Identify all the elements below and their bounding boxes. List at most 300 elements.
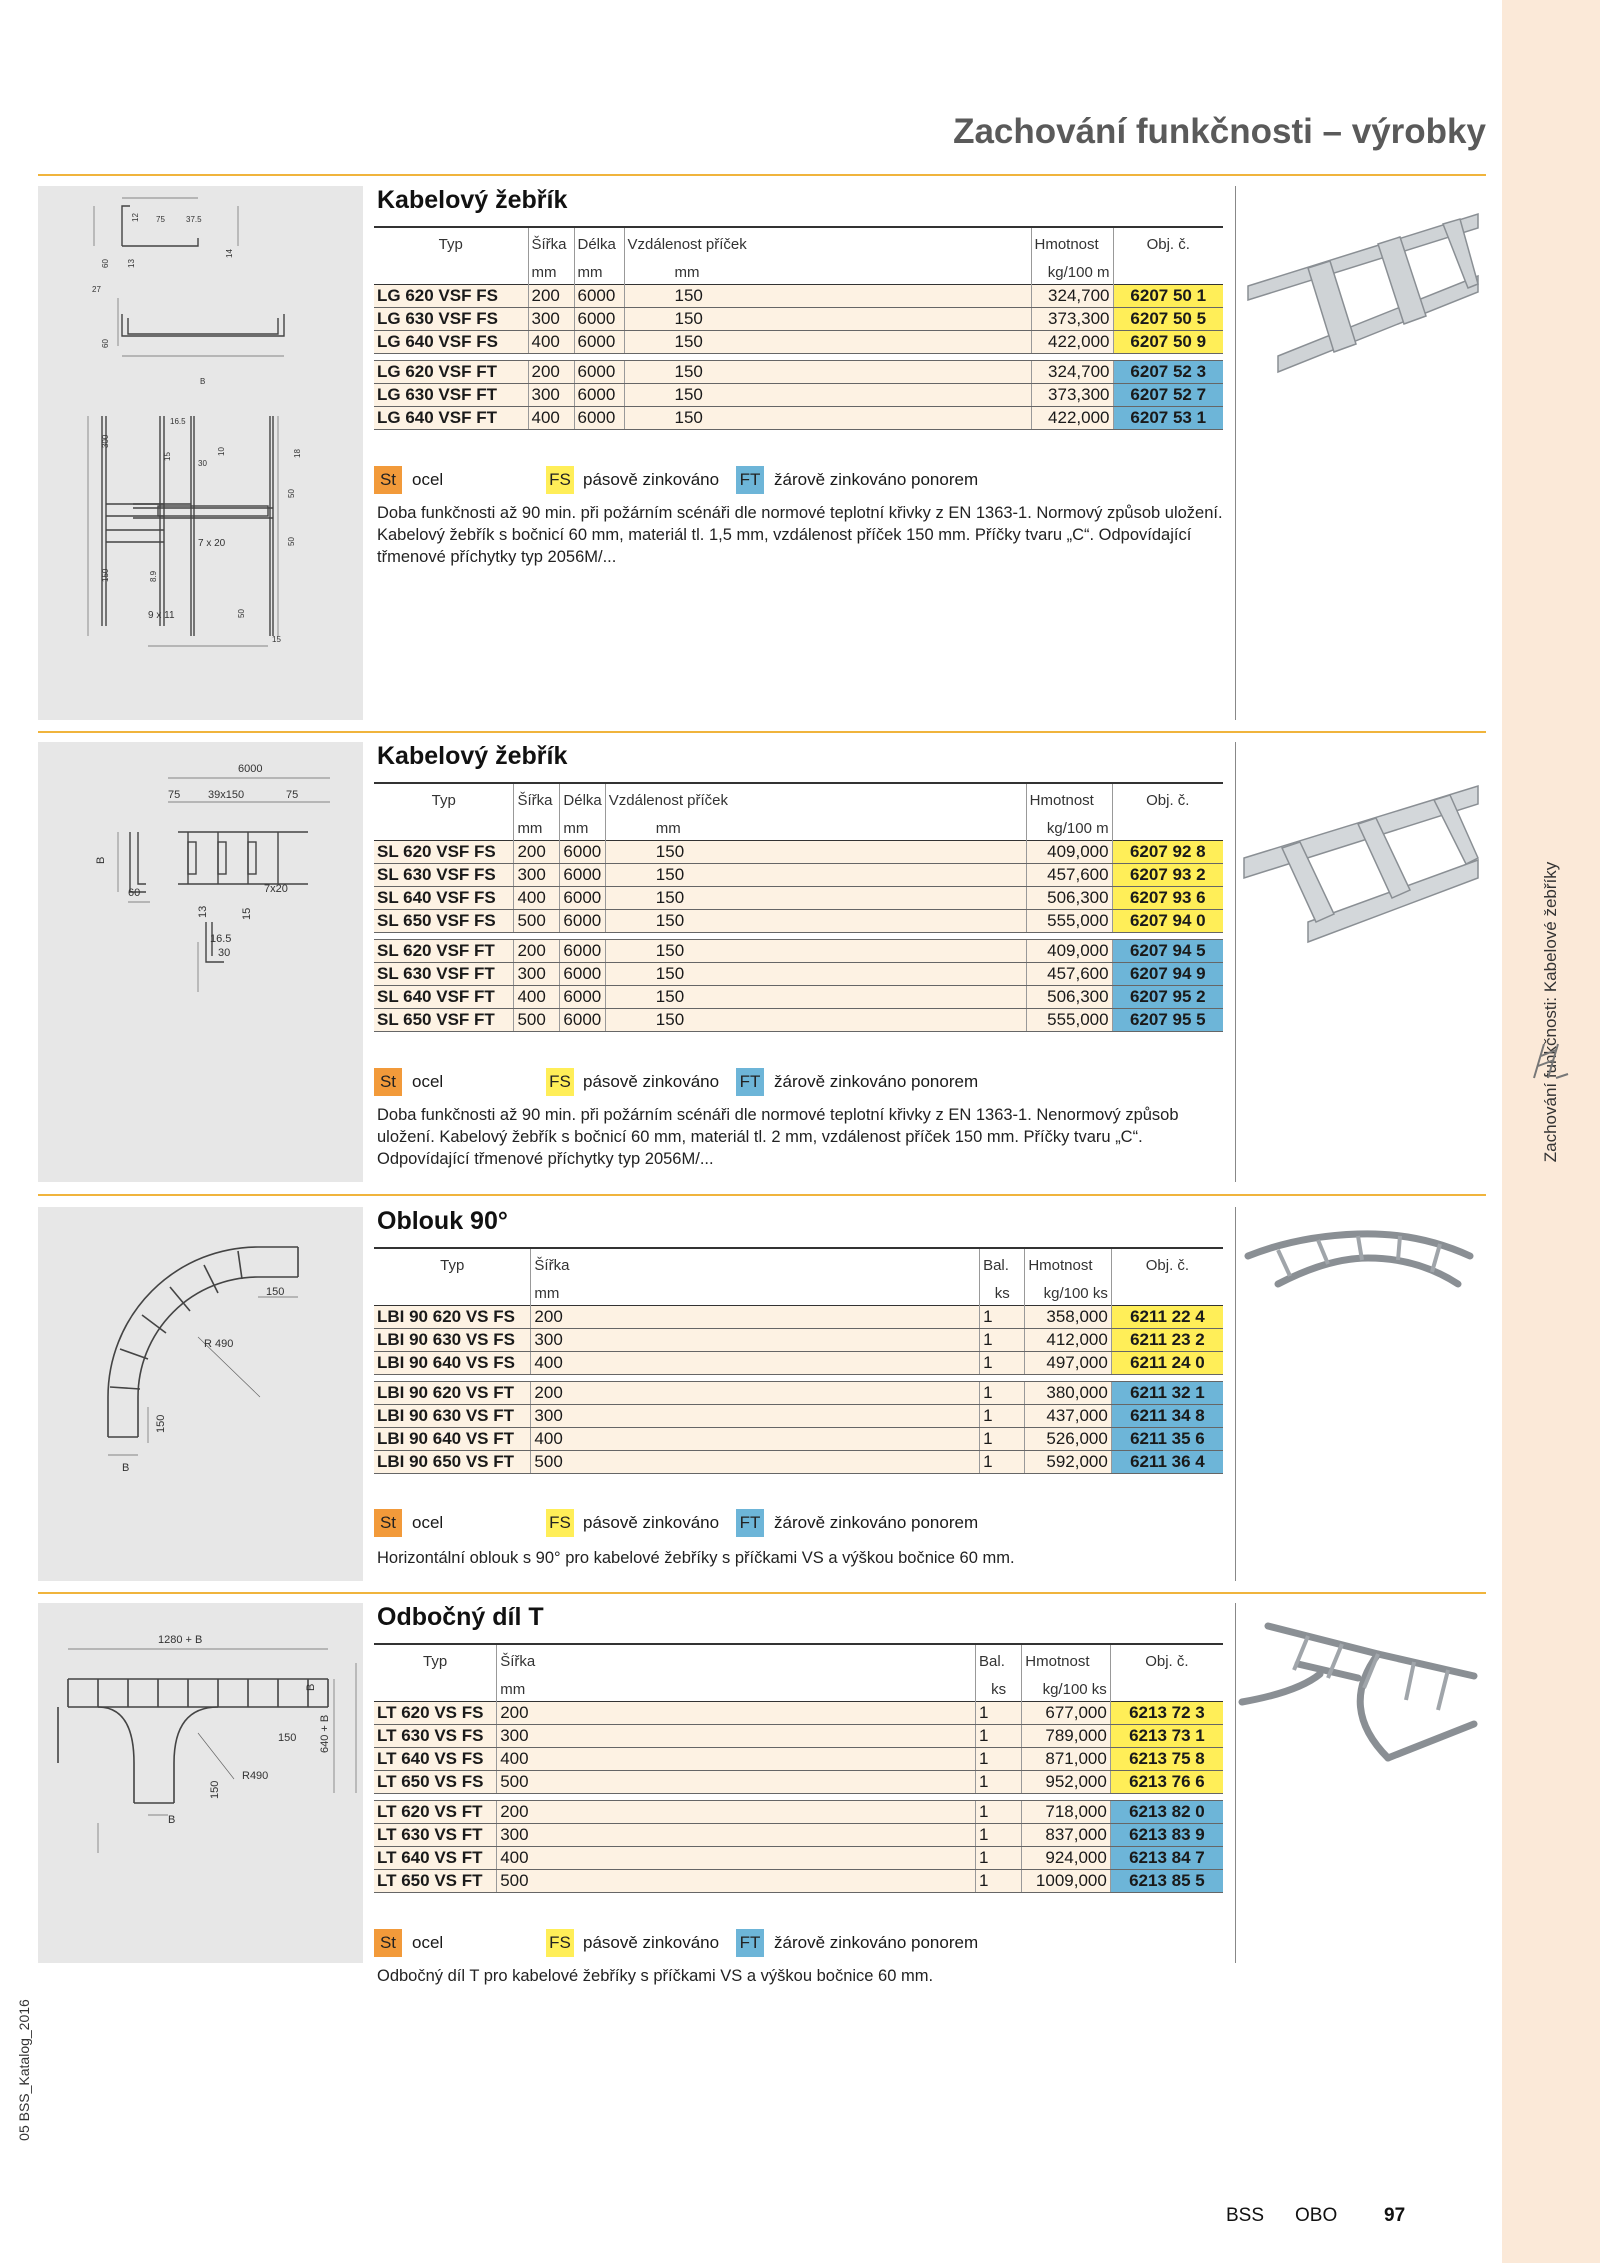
dimension-label: B (305, 1683, 317, 1691)
dimension-label: 50 (287, 489, 296, 498)
cell-width: 300 (514, 864, 560, 887)
cell-pack: 1 (980, 1405, 1025, 1428)
cell-order-number: 6207 94 0 (1112, 910, 1223, 933)
legend-badge-fs: FS (546, 466, 574, 494)
cell-length: 6000 (560, 940, 605, 963)
dimension-label: B (95, 856, 107, 864)
cell-type: LT 650 VS FS (374, 1771, 497, 1794)
section-divider (38, 1592, 1486, 1594)
legend-label-ft: žárově zinkováno ponorem (774, 1933, 979, 1952)
table-row (374, 1801, 1223, 1824)
column-header: Šířka (514, 783, 560, 816)
cell-type: LG 630 VSF FT (374, 384, 528, 407)
cell-weight: 422,000 (1031, 407, 1113, 430)
unit-cell: kg/100 m (1031, 260, 1113, 285)
unit-cell (1111, 1281, 1223, 1306)
cell-type: LG 620 VSF FS (374, 285, 528, 308)
cell-length: 6000 (574, 407, 624, 430)
cell-width: 400 (528, 407, 574, 430)
product-table (374, 1247, 1223, 1474)
dimension-label: 150 (155, 1414, 167, 1433)
dimension-label: 640 + B (319, 1714, 331, 1753)
dimension-label: 60 (101, 339, 110, 348)
cell-width: 200 (531, 1306, 980, 1329)
cell-spacing: 150 (624, 331, 1031, 354)
table-row (374, 1870, 1223, 1893)
table-row (374, 864, 1223, 887)
cell-width: 300 (528, 384, 574, 407)
table-row (374, 1725, 1223, 1748)
cell-order-number: 6211 34 8 (1111, 1405, 1223, 1428)
cell-order-number: 6207 92 8 (1112, 841, 1223, 864)
dimension-label: 27 (92, 285, 101, 294)
dimension-label: B (200, 377, 206, 386)
unit-cell: mm (497, 1677, 976, 1702)
cell-pack: 1 (980, 1352, 1025, 1375)
dimension-label: 16.5 (210, 933, 232, 945)
table-row (374, 1824, 1223, 1847)
cell-type: LT 620 VS FS (374, 1702, 497, 1725)
table-row (374, 407, 1223, 430)
section-divider (38, 731, 1486, 733)
cell-order-number: 6213 84 7 (1110, 1847, 1223, 1870)
unit-cell: ks (976, 1677, 1022, 1702)
cell-width: 500 (497, 1870, 976, 1893)
cell-spacing: 150 (624, 407, 1031, 430)
unit-cell (374, 816, 514, 841)
cell-width: 300 (514, 963, 560, 986)
dimension-label: 30 (218, 947, 231, 959)
cell-type: SL 630 VSF FT (374, 963, 514, 986)
cell-width: 200 (497, 1801, 976, 1824)
cell-weight: 952,000 (1022, 1771, 1111, 1794)
dimension-label: 10 (217, 447, 226, 456)
cell-spacing: 150 (605, 910, 1026, 933)
cell-weight: 324,700 (1031, 361, 1113, 384)
cell-type: SL 630 VSF FS (374, 864, 514, 887)
legend-badge-st: St (374, 466, 402, 494)
product-description: Odbočný díl T pro kabelové žebříky s příčkami VS a výškou bočnice 60 mm. (377, 1967, 934, 1985)
legend-label-st: ocel (412, 1072, 444, 1091)
legend-label-st: ocel (412, 1513, 444, 1532)
cell-type: SL 650 VSF FS (374, 910, 514, 933)
cell-width: 300 (497, 1725, 976, 1748)
column-header: Délka (560, 783, 605, 816)
column-divider (1235, 1603, 1236, 1963)
cell-order-number: 6211 36 4 (1111, 1451, 1223, 1474)
column-divider (1235, 742, 1236, 1182)
table-row (374, 1451, 1223, 1474)
product-table (374, 1643, 1223, 1893)
dimension-label: 150 (101, 568, 110, 582)
unit-cell: ks (980, 1281, 1025, 1306)
cell-order-number: 6207 95 2 (1112, 986, 1223, 1009)
dimension-label: 16.5 (170, 417, 186, 426)
legend-badge-st: St (374, 1929, 402, 1957)
cell-width: 200 (531, 1382, 980, 1405)
column-header: Hmotnost (1022, 1644, 1111, 1677)
technical-drawing (38, 1603, 363, 1963)
dimension-label: 7x20 (264, 883, 288, 895)
cell-weight: 380,000 (1025, 1382, 1112, 1405)
cell-type: LBI 90 650 VS FT (374, 1451, 531, 1474)
cell-type: LT 640 VS FT (374, 1847, 497, 1870)
cell-weight: 373,300 (1031, 308, 1113, 331)
legend-badge-fs: FS (546, 1929, 574, 1957)
column-header: Typ (423, 1653, 448, 1670)
cell-type: LG 640 VSF FS (374, 331, 528, 354)
cell-order-number: 6207 52 3 (1113, 361, 1223, 384)
material-legend (374, 1068, 1234, 1096)
cell-order-number: 6211 23 2 (1111, 1329, 1223, 1352)
column-header: Šířka (497, 1644, 976, 1677)
cell-type: SL 640 VSF FS (374, 887, 514, 910)
table-row (374, 285, 1223, 308)
cell-weight: 324,700 (1031, 285, 1113, 308)
catalog-reference: 05 BSS_Katalog_2016 (16, 1999, 32, 2141)
table-row (374, 986, 1223, 1009)
legend-label-fs: pásově zinkováno (583, 470, 720, 489)
dimension-label: 50 (237, 609, 246, 618)
cell-width: 400 (531, 1352, 980, 1375)
cell-weight: 412,000 (1025, 1329, 1112, 1352)
dimension-label: 9 x 11 (148, 610, 175, 621)
cell-order-number: 6213 83 9 (1110, 1824, 1223, 1847)
cell-order-number: 6211 32 1 (1111, 1382, 1223, 1405)
cell-length: 6000 (560, 986, 605, 1009)
table-row (374, 1702, 1223, 1725)
cell-order-number: 6207 93 6 (1112, 887, 1223, 910)
dimension-label: 15 (163, 452, 172, 461)
cell-width: 500 (514, 910, 560, 933)
legend-label-ft: žárově zinkováno ponorem (774, 470, 979, 489)
cell-width: 400 (514, 887, 560, 910)
cell-width: 200 (528, 361, 574, 384)
dimension-label: 50 (287, 537, 296, 546)
legend-label-fs: pásově zinkováno (583, 1513, 720, 1532)
cable-ladder-icon (1528, 1038, 1574, 1084)
column-header: Bal. (976, 1644, 1022, 1677)
unit-cell: mm (560, 816, 605, 841)
column-header: Bal. (980, 1248, 1025, 1281)
legend-badge-fs: FS (546, 1068, 574, 1096)
cell-order-number: 6207 53 1 (1113, 407, 1223, 430)
cell-order-number: 6211 35 6 (1111, 1428, 1223, 1451)
cell-width: 400 (514, 986, 560, 1009)
dimension-label: 7 x 20 (198, 538, 226, 549)
cell-pack: 1 (980, 1428, 1025, 1451)
cell-weight: 718,000 (1022, 1801, 1111, 1824)
product-description: Doba funkčnosti až 90 min. při požárním scénáři dle normové teplotní křivky z EN 1363-1. Nenormový způsob uložení. Kabelový žebřík s bočnicí 60 mm, materiál tl. 2 mm, vzdálenost příček 150 mm. Příčky tvaru „C“. Odpovídající třmenové příchytky typ 2056M/... (377, 1106, 1179, 1168)
column-header: Obj. č. (1111, 1248, 1223, 1281)
dimension-label: 14 (225, 249, 234, 258)
legend-badge-fs: FS (546, 1509, 574, 1537)
cell-order-number: 6207 52 7 (1113, 384, 1223, 407)
product-photo (1238, 766, 1480, 956)
cell-spacing: 150 (605, 841, 1026, 864)
cell-width: 300 (531, 1329, 980, 1352)
legend-label-st: ocel (412, 1933, 444, 1952)
cell-spacing: 150 (605, 940, 1026, 963)
unit-cell (374, 260, 528, 285)
cell-pack: 1 (976, 1748, 1022, 1771)
unit-cell: mm (574, 260, 624, 285)
cell-spacing: 150 (605, 986, 1026, 1009)
cell-weight: 526,000 (1025, 1428, 1112, 1451)
cell-spacing: 150 (624, 285, 1031, 308)
product-photo (1238, 1228, 1480, 1338)
cell-type: SL 620 VSF FS (374, 841, 514, 864)
cell-weight: 555,000 (1026, 1009, 1112, 1032)
cell-spacing: 150 (605, 887, 1026, 910)
table-row (374, 887, 1223, 910)
material-legend (374, 1929, 1234, 1957)
cell-width: 200 (514, 940, 560, 963)
cell-type: LT 620 VS FT (374, 1801, 497, 1824)
unit-cell (374, 1281, 531, 1306)
technical-drawing (38, 742, 363, 1182)
table-row (374, 1748, 1223, 1771)
cell-weight: 789,000 (1022, 1725, 1111, 1748)
cell-order-number: 6213 72 3 (1110, 1702, 1223, 1725)
legend-badge-ft: FT (736, 1068, 764, 1096)
cell-type: LT 630 VS FS (374, 1725, 497, 1748)
dimension-label: 15 (272, 635, 281, 644)
cell-weight: 871,000 (1022, 1748, 1111, 1771)
column-header: Vzdálenost příček (624, 227, 1031, 260)
table-row (374, 1306, 1223, 1329)
cell-type: SL 650 VSF FT (374, 1009, 514, 1032)
dimension-label: 15 (241, 907, 253, 920)
dimension-label: R 490 (204, 1338, 234, 1350)
cell-spacing: 150 (624, 384, 1031, 407)
dimension-label: 75 (286, 789, 299, 801)
cell-length: 6000 (560, 1009, 605, 1032)
cell-width: 200 (514, 841, 560, 864)
cell-order-number: 6207 95 5 (1112, 1009, 1223, 1032)
legend-label-fs: pásově zinkováno (583, 1072, 720, 1091)
table-row (374, 1329, 1223, 1352)
cell-weight: 373,300 (1031, 384, 1113, 407)
material-legend (374, 466, 1234, 494)
cell-order-number: 6207 50 9 (1113, 331, 1223, 354)
cell-weight: 497,000 (1025, 1352, 1112, 1375)
cell-type: LBI 90 640 VS FS (374, 1352, 531, 1375)
column-header: Hmotnost (1031, 227, 1113, 260)
unit-cell (1110, 1677, 1223, 1702)
cell-length: 6000 (574, 384, 624, 407)
cell-spacing: 150 (605, 864, 1026, 887)
dimension-label: 39x150 (208, 789, 245, 801)
cell-order-number: 6213 82 0 (1110, 1801, 1223, 1824)
column-divider (1235, 1207, 1236, 1581)
unit-cell: kg/100 ks (1022, 1677, 1111, 1702)
technical-drawing (38, 186, 363, 720)
product-table (374, 782, 1223, 1032)
table-row (374, 1352, 1223, 1375)
unit-cell: mm (531, 1281, 980, 1306)
dimension-label: 1280 + B (158, 1634, 203, 1646)
unit-cell: mm (605, 816, 1026, 841)
column-header: Hmotnost (1026, 783, 1112, 816)
cell-weight: 457,600 (1026, 963, 1112, 986)
section-title: Odbočný díl T (377, 1603, 544, 1631)
column-header: Šířka (531, 1248, 980, 1281)
cell-spacing: 150 (624, 308, 1031, 331)
column-header: Vzdálenost příček (605, 783, 1026, 816)
cell-order-number: 6207 93 2 (1112, 864, 1223, 887)
column-header: Typ (438, 236, 463, 253)
cell-weight: 457,600 (1026, 864, 1112, 887)
cell-width: 200 (497, 1702, 976, 1725)
column-header: Obj. č. (1112, 783, 1223, 816)
cell-order-number: 6207 50 5 (1113, 308, 1223, 331)
cell-weight: 409,000 (1026, 841, 1112, 864)
product-photo (1238, 196, 1480, 386)
cell-pack: 1 (976, 1824, 1022, 1847)
product-table (374, 226, 1223, 430)
column-header: Délka (574, 227, 624, 260)
section-title: Oblouk 90° (377, 1207, 508, 1235)
cell-order-number: 6213 73 1 (1110, 1725, 1223, 1748)
dimension-label: 75 (168, 789, 181, 801)
cell-weight: 555,000 (1026, 910, 1112, 933)
column-header: Obj. č. (1110, 1644, 1223, 1677)
legend-badge-ft: FT (736, 1509, 764, 1537)
unit-cell (1112, 816, 1223, 841)
table-row (374, 1382, 1223, 1405)
cell-length: 6000 (574, 331, 624, 354)
cell-type: LBI 90 620 VS FS (374, 1306, 531, 1329)
cell-length: 6000 (560, 963, 605, 986)
cell-width: 400 (531, 1428, 980, 1451)
cell-width: 400 (497, 1748, 976, 1771)
technical-drawing (38, 1207, 363, 1581)
legend-badge-st: St (374, 1509, 402, 1537)
section-divider (38, 174, 1486, 176)
dimension-label: 12 (131, 213, 140, 222)
cell-type: LT 640 VS FS (374, 1748, 497, 1771)
unit-cell: kg/100 ks (1025, 1281, 1112, 1306)
cell-order-number: 6207 50 1 (1113, 285, 1223, 308)
dimension-label: 13 (127, 259, 136, 268)
cell-type: LG 620 VSF FT (374, 361, 528, 384)
cell-length: 6000 (560, 841, 605, 864)
cell-width: 500 (514, 1009, 560, 1032)
cell-width: 500 (497, 1771, 976, 1794)
cell-order-number: 6213 76 6 (1110, 1771, 1223, 1794)
cell-length: 6000 (560, 910, 605, 933)
cell-width: 300 (497, 1824, 976, 1847)
table-row (374, 361, 1223, 384)
cell-pack: 1 (980, 1382, 1025, 1405)
table-row (374, 1009, 1223, 1032)
cell-order-number: 6213 75 8 (1110, 1748, 1223, 1771)
cell-type: LG 630 VSF FS (374, 308, 528, 331)
cell-pack: 1 (980, 1451, 1025, 1474)
unit-cell (1113, 260, 1223, 285)
cell-pack: 1 (980, 1306, 1025, 1329)
table-row (374, 910, 1223, 933)
cell-type: LBI 90 630 VS FT (374, 1405, 531, 1428)
legend-badge-ft: FT (736, 1929, 764, 1957)
legend-label-ft: žárově zinkováno ponorem (774, 1072, 979, 1091)
cell-type: SL 640 VSF FT (374, 986, 514, 1009)
cell-order-number: 6207 94 5 (1112, 940, 1223, 963)
table-row (374, 963, 1223, 986)
product-photo (1238, 1618, 1480, 1768)
cell-length: 6000 (574, 308, 624, 331)
section-title: Kabelový žebřík (377, 186, 568, 214)
footer-bss: BSS (1226, 2205, 1265, 2226)
unit-cell (374, 1677, 497, 1702)
cell-type: LBI 90 630 VS FS (374, 1329, 531, 1352)
dimension-label: B (168, 1814, 176, 1826)
cell-pack: 1 (976, 1801, 1022, 1824)
table-row (374, 308, 1223, 331)
column-header: Typ (431, 792, 456, 809)
page-number: 97 (1384, 2205, 1406, 2226)
cell-weight: 422,000 (1031, 331, 1113, 354)
cell-order-number: 6211 24 0 (1111, 1352, 1223, 1375)
cell-type: LG 640 VSF FT (374, 407, 528, 430)
cell-weight: 506,300 (1026, 986, 1112, 1009)
dimension-label: R490 (242, 1770, 269, 1782)
cell-type: LT 650 VS FT (374, 1870, 497, 1893)
cell-weight: 592,000 (1025, 1451, 1112, 1474)
cell-pack: 1 (980, 1329, 1025, 1352)
cell-pack: 1 (976, 1771, 1022, 1794)
dimension-label: 300 (101, 434, 110, 448)
product-description: Horizontální oblouk s 90° pro kabelové žebříky s příčkami VS a výškou bočnice 60 mm. (377, 1549, 1015, 1567)
cell-width: 200 (528, 285, 574, 308)
legend-badge-ft: FT (736, 466, 764, 494)
page-title: Zachování funkčnosti – výrobky (953, 112, 1486, 151)
section-title: Kabelový žebřík (377, 742, 568, 770)
cell-spacing: 150 (624, 361, 1031, 384)
table-row (374, 384, 1223, 407)
table-row (374, 1428, 1223, 1451)
cell-weight: 437,000 (1025, 1405, 1112, 1428)
unit-cell: mm (624, 260, 1031, 285)
material-legend (374, 1509, 1234, 1537)
table-row (374, 1847, 1223, 1870)
cell-length: 6000 (574, 361, 624, 384)
table-row (374, 331, 1223, 354)
dimension-label: 60 (128, 887, 141, 899)
cell-pack: 1 (976, 1702, 1022, 1725)
cell-length: 6000 (560, 887, 605, 910)
cell-type: LBI 90 620 VS FT (374, 1382, 531, 1405)
dimension-label: 6000 (238, 763, 263, 775)
cell-weight: 506,300 (1026, 887, 1112, 910)
legend-label-fs: pásově zinkováno (583, 1933, 720, 1952)
cell-weight: 924,000 (1022, 1847, 1111, 1870)
cell-width: 500 (531, 1451, 980, 1474)
dimension-label: 13 (197, 905, 209, 918)
cell-length: 6000 (560, 864, 605, 887)
table-row (374, 1405, 1223, 1428)
dimension-label: 60 (101, 259, 110, 268)
cell-spacing: 150 (605, 963, 1026, 986)
cell-weight: 677,000 (1022, 1702, 1111, 1725)
dimension-label: 18 (293, 449, 302, 458)
cell-length: 6000 (574, 285, 624, 308)
unit-cell: kg/100 m (1026, 816, 1112, 841)
product-description: Doba funkčnosti až 90 min. při požárním scénáři dle normové teplotní křivky z EN 1363-1. Normový způsob uložení. Kabelový žebřík s bočnicí 60 mm, materiál tl. 1,5 mm, vzdálenost příček 150 mm. Příčky tvaru „C“. Odpovídající třmenové příchytky typ 2056M/... (377, 504, 1223, 566)
dimension-label: 150 (266, 1286, 285, 1298)
cell-width: 400 (497, 1847, 976, 1870)
